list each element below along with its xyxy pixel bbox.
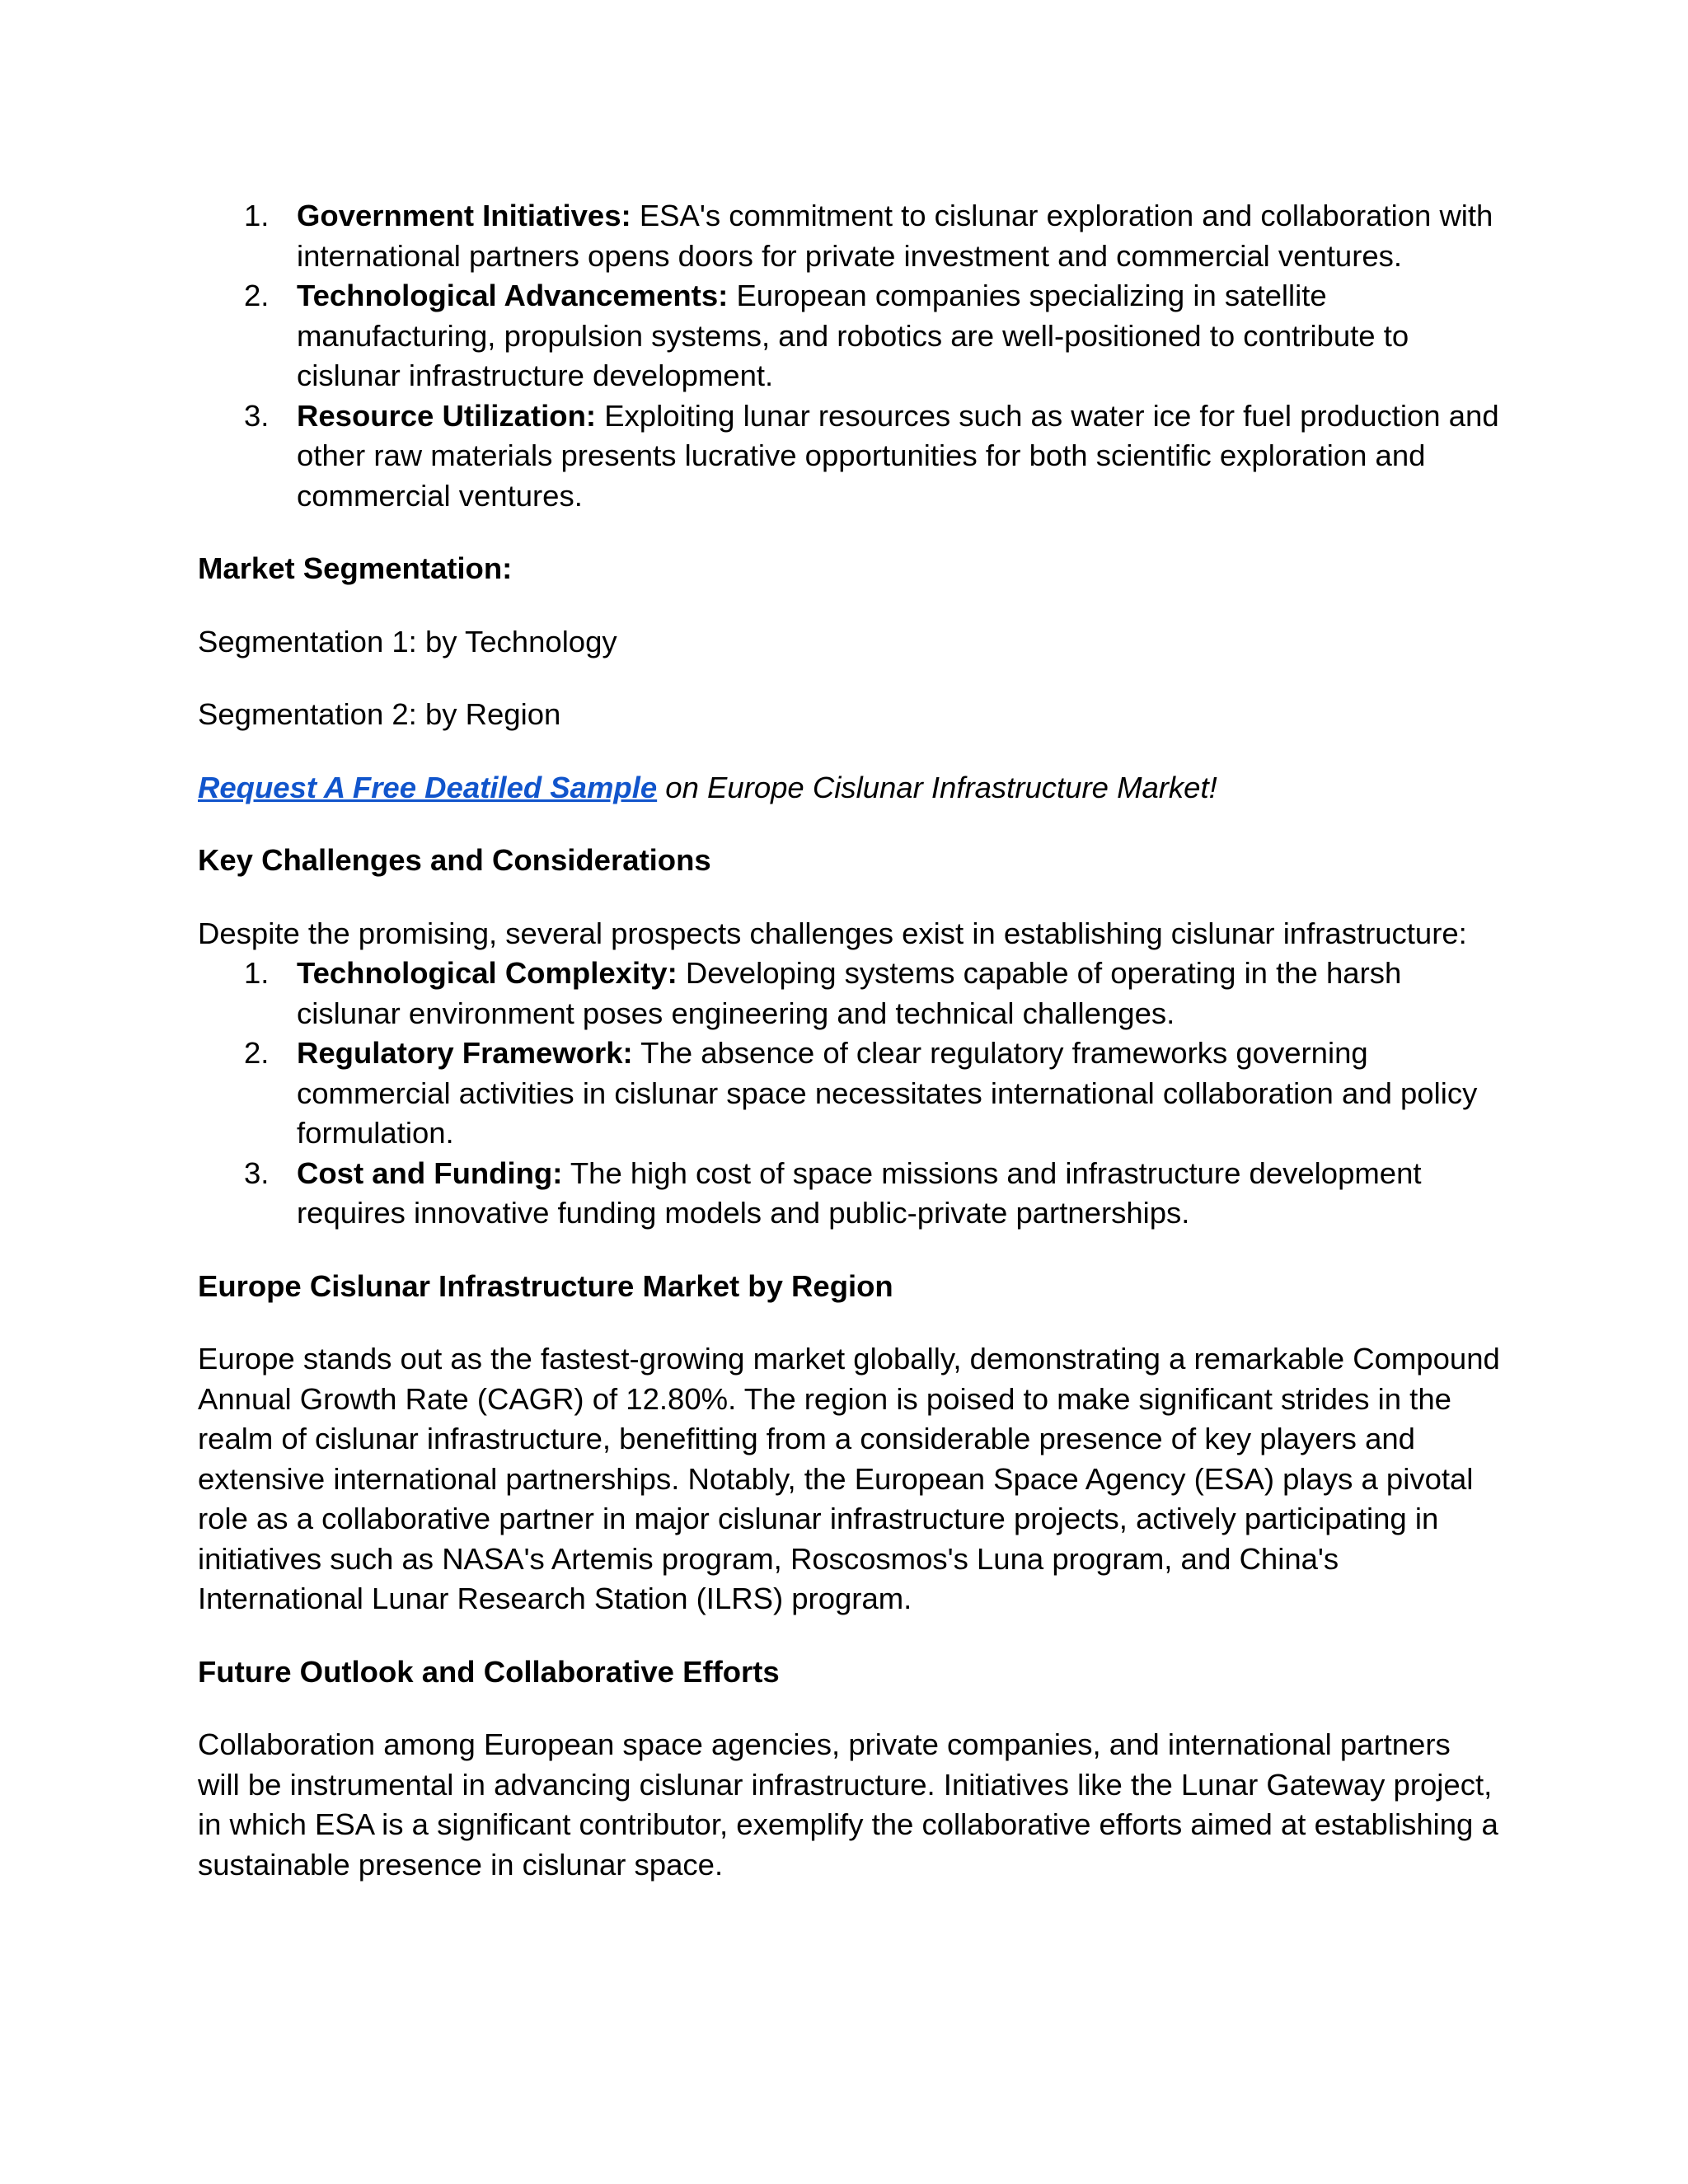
sample-request-line	[198, 768, 1500, 808]
item-text: European companies specializing in satellite manufacturing, propulsion systems, and robotics are well-positioned to contribute to cislunar infrastructure development.	[297, 279, 1409, 392]
challenges-list	[198, 954, 1500, 1234]
segmentation-1: Segmentation 1: by Technology	[198, 624, 617, 658]
document-page	[198, 196, 1500, 1885]
list-number: 3.	[244, 1155, 270, 1190]
item-text: Exploiting lunar resources such as water ice for fuel production and other raw materials presents lucrative opportunities for both scientific exploration and commercial ventures.	[297, 398, 1499, 513]
list-number: 2.	[244, 279, 270, 312]
list-item	[198, 396, 1500, 517]
item-title: Regulatory Framework:	[297, 1036, 633, 1070]
item-title: Government Initiatives:	[297, 199, 631, 232]
item-title: Technological Advancements:	[297, 279, 729, 312]
item-text: Developing systems capable of operating in the harsh cislunar environment poses engineering and technical challenges.	[297, 956, 1402, 1030]
segmentation-2: Segmentation 2: by Region	[198, 697, 561, 731]
item-text: The high cost of space missions and infrastructure development requires innovative funding models and public-private partnerships.	[297, 1155, 1422, 1230]
item-text: ESA's commitment to cislunar exploration and collaboration with international partners opens doors for private investment and commercial ventures.	[297, 199, 1493, 273]
region-heading: Europe Cislunar Infrastructure Market by Region	[198, 1268, 893, 1303]
opportunities-list	[198, 196, 1500, 516]
list-number: 2.	[244, 1036, 270, 1070]
list-number: 3.	[244, 398, 270, 433]
list-item	[198, 954, 1500, 1033]
item-title: Technological Complexity:	[297, 956, 678, 990]
outlook-heading: Future Outlook and Collaborative Efforts	[198, 1654, 780, 1689]
region-body: Europe stands out as the fastest-growing market globally, demonstrating a remarkable Compound Annual Growth Rate (CAGR) of 12.80%. The region is poised to make significant strides in the realm of cislunar infrastructure, benefitting from a considerable presence of key players and extensive international partnerships. Notably, the European Space Agency (ESA) plays a pivotal role as a collaborative partner in major cislunar infrastructure projects, actively participating in initiatives such as NASA's Artemis program, Roscosmos's Luna program, and China's International Lunar Research Station (ILRS) program.	[198, 1342, 1500, 1615]
list-item	[198, 276, 1500, 396]
challenges-intro: Despite the promising, several prospects challenges exist in establishing cislunar infrastructure:	[198, 916, 1467, 950]
list-number: 1.	[244, 199, 270, 232]
outlook-body: Collaboration among European space agencies, private companies, and international partners will be instrumental in advancing cislunar infrastructure. Initiatives like the Lunar Gateway project, in which ESA is a significant contributor, exemplify the collaborative efforts aimed at establishing a sustainable presence in cislunar space.	[198, 1727, 1498, 1882]
item-title: Cost and Funding:	[297, 1155, 563, 1190]
request-sample-link[interactable]: Request A Free Deatiled Sample	[198, 770, 658, 804]
item-text: The absence of clear regulatory frameworks governing commercial activities in cislunar space necessitates international collaboration and policy formulation.	[297, 1036, 1478, 1150]
list-item	[198, 1033, 1500, 1154]
item-title: Resource Utilization:	[297, 398, 597, 433]
list-item	[198, 196, 1500, 276]
list-item	[198, 1154, 1500, 1234]
challenges-heading: Key Challenges and Considerations	[198, 843, 711, 877]
sample-request-text: on Europe Cislunar Infrastructure Market!	[657, 770, 1217, 804]
list-number: 1.	[244, 956, 270, 990]
market-segmentation-heading: Market Segmentation:	[198, 551, 513, 585]
